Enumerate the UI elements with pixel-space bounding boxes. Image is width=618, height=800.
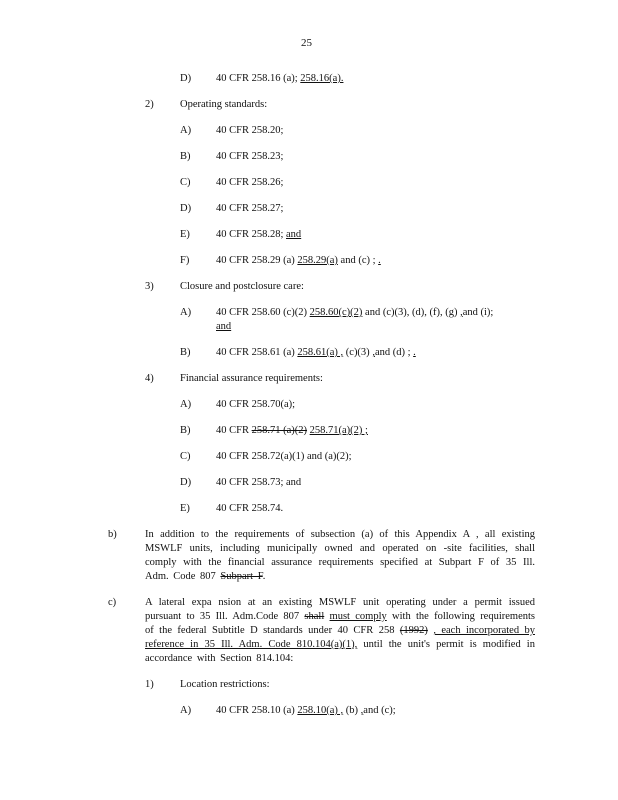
item-label: A) [180, 307, 192, 318]
item-label: C) [180, 451, 191, 462]
item-text: 40 CFR 258.60 (c)(2) 258.60(c)(2) and (c)(3), (d), (f), (g) ,and (i); [216, 307, 494, 318]
item-text: 40 CFR 258.27; [216, 203, 284, 214]
item-text: 40 CFR 258.70(a); [216, 399, 296, 410]
item-label: D) [180, 203, 192, 214]
item-label: D) [180, 73, 192, 84]
item-label: A) [180, 125, 192, 136]
item-text: Location restrictions: [180, 679, 270, 690]
item-text: 40 CFR 258.61 (a) 258.61(a) , (c)(3) ,and (d) ; . [216, 347, 416, 358]
item-text: 40 CFR 258.20; [216, 125, 284, 136]
paragraph-text: In addition to the requirements of subsection (a) of this Appendix A , all existing MSWLF units, including municipally owned and operated on -site facilities, shall comply with the financial assurance requirements specified at Subpart F of 35 Ill. Adm. Code 807 Subpart F. [145, 529, 535, 582]
item-text: 40 CFR 258.29 (a) 258.29(a) and (c) ; . [216, 255, 381, 266]
item-text: 40 CFR 258.16 (a); 258.16(a). [216, 73, 344, 84]
paragraph-label: b) [108, 529, 117, 540]
item-label: 2) [145, 99, 154, 110]
item-label: C) [180, 177, 191, 188]
item-text: 40 CFR 258.10 (a) 258.10(a) , (b) ,and (c); [216, 705, 396, 716]
item-label: A) [180, 705, 192, 716]
item-text: 40 CFR 258.28; and [216, 229, 302, 240]
item-text: 40 CFR 258.73; and [216, 477, 302, 488]
item-text: 40 CFR 258.23; [216, 151, 284, 162]
item-text: Closure and postclosure care: [180, 281, 304, 292]
item-text: 40 CFR 258.74. [216, 503, 284, 514]
item-text: 40 CFR 258.72(a)(1) and (a)(2); [216, 451, 352, 462]
item-label: D) [180, 477, 192, 488]
item-text: Operating standards: [180, 99, 268, 110]
item-label: 4) [145, 373, 154, 384]
item-label: E) [180, 229, 190, 240]
item-label: 3) [145, 281, 154, 292]
item-label: B) [180, 425, 191, 436]
item-label: B) [180, 151, 191, 162]
item-text: 40 CFR 258.26; [216, 177, 284, 188]
item-label: E) [180, 503, 190, 514]
item-label: 1) [145, 679, 154, 690]
item-label: B) [180, 347, 191, 358]
paragraph-text: A lateral expa nsion at an existing MSWLF unit operating under a permit issued pursuant to 35 Ill. Adm.Code 807 shall must comply with the following requirements of the federal Subtitle D standards under 40 CFR 258 (1992) , each incorporated by reference in 35 Ill. Adm. Code 810.104(a)(1), until the unit's permit is modified in accordance with Section 814.104: [145, 597, 536, 664]
item-label: A) [180, 399, 192, 410]
page-number: 25 [301, 37, 312, 49]
paragraph-label: c) [108, 597, 117, 608]
item-text: 40 CFR 258.71 (a)(2) 258.71(a)(2) ; [216, 425, 368, 436]
item-text-continuation: and [216, 321, 232, 332]
item-label: F) [180, 255, 190, 266]
item-text: Financial assurance requirements: [180, 373, 323, 384]
